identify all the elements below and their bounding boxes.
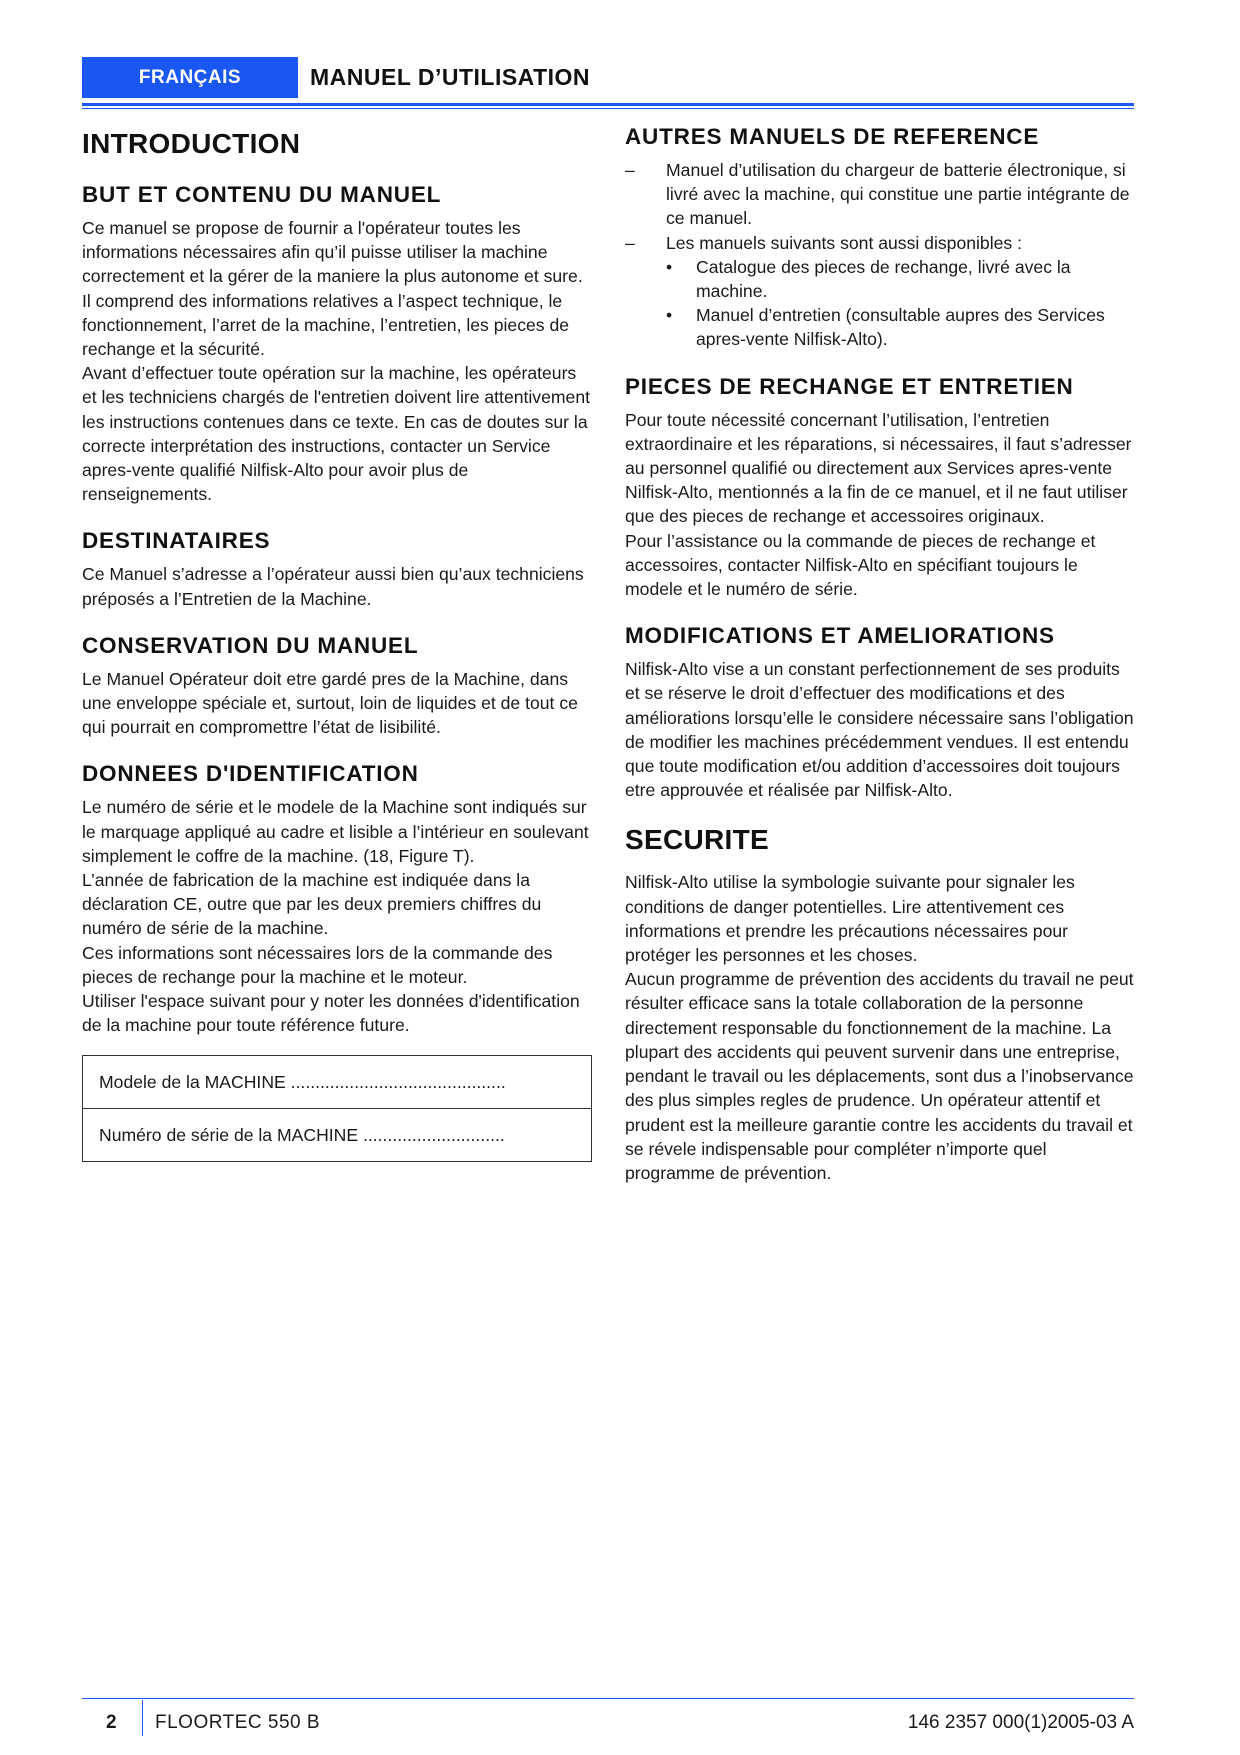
bullet-marker: • — [666, 305, 673, 326]
section-but-contenu — [82, 182, 592, 506]
section-heading: DONNEES D'IDENTIFICATION — [82, 761, 419, 787]
footer-rule — [82, 1698, 1134, 1699]
page-header — [82, 57, 1134, 109]
section-modifications — [625, 623, 1135, 802]
dash-marker: – — [625, 232, 635, 253]
sub-list-item — [666, 255, 1135, 303]
sub-list-item-text: Manuel d’entretien (consultable aupres des Services apres-vente Nilfisk-Alto). — [696, 305, 1105, 350]
paragraph: Ces informations sont nécessaires lors de la commande des pieces de rechange pour la machine et le moteur. — [82, 942, 553, 987]
document-reference: 146 2357 000(1)2005-03 A — [907, 1712, 1134, 1733]
introduction-title: INTRODUCTION — [82, 128, 301, 159]
bullet-marker: • — [666, 256, 673, 277]
section-securite — [625, 824, 1135, 1185]
paragraph: Le numéro de série et le modele de la Machine sont indiqués sur le marquage appliqué au cadre et lisible a l’intérieur en soulevant simplement le coffre de la machine. (18, Figure T). — [82, 797, 589, 866]
section-donnees — [82, 761, 592, 1162]
page-footer — [82, 1698, 1134, 1738]
paragraph: Aucun programme de prévention des accidents du travail ne peut résulter efficace sans la totale collaboration de la personne directement responsable du fonctionnement de la machine. La plupart des accidents qui peuvent survenir dans une entreprise, pendant le travail ou les déplacements, sont dus a l’inobservance des plus simples regles de prudence. Un opérateur attentif et prudent est la meilleure garantie contre les accidents du travail et se révele indispensable pour compléter n’importe quel programme de prévention. — [625, 969, 1134, 1183]
list-item — [625, 231, 1135, 352]
sub-list — [666, 255, 1135, 352]
right-column — [625, 124, 1135, 1207]
machine-model-name: FLOORTEC 550 B — [155, 1712, 321, 1733]
paragraph: Nilfisk-Alto utilise la symbologie suivante pour signaler les conditions de danger potentielles. Lire attentivement ces informations et prendre les précautions nécessaires pour protéger les personnes et les choses. — [625, 872, 1075, 966]
section-heading: AUTRES MANUELS DE REFERENCE — [625, 124, 1040, 149]
section-pieces-rechange — [625, 374, 1135, 602]
footer-divider — [142, 1700, 143, 1736]
language-tab: FRANÇAIS — [82, 57, 298, 98]
paragraph: L’année de fabrication de la machine est indiquée dans la déclaration CE, outre que par les deux premiers chiffres du numéro de série de la machine. — [82, 870, 542, 939]
paragraph: Avant d’effectuer toute opération sur la machine, les opérateurs et les techniciens chargés de l'entretien doivent lire attentivement les instructions contenues dans ce texte. En cas de doutes sur la correcte interprétation des instructions, contacter un Service apres-vente qualifié Nilfisk-Alto pour avoir plus de renseignements. — [82, 363, 591, 505]
left-column — [82, 124, 592, 1184]
paragraph: Le Manuel Opérateur doit etre gardé pres de la Machine, dans une enveloppe spéciale et, surtout, loin de liquides et de tout ce qui pourrait en compromettre l’état de lisibilité. — [82, 668, 578, 738]
paragraph: Utiliser l'espace suivant pour y noter les données d'identification de la machine pour toute référence future. — [82, 991, 580, 1036]
section-heading: BUT ET CONTENU DU MANUEL — [82, 182, 442, 207]
section-heading: MODIFICATIONS ET AMELIORATIONS — [625, 623, 1055, 649]
manual-title: MANUEL D’UTILISATION — [310, 64, 591, 90]
sub-list-item-text: Catalogue des pieces de rechange, livré avec la machine. — [696, 256, 1071, 302]
list-item-text: Manuel d’utilisation du chargeur de batterie électronique, si livré avec la machine, qui constitue une partie intégrante de ce manuel. — [666, 160, 1130, 229]
paragraph: Ce manuel se propose de fournir a l'opérateur toutes les informations nécessaires afin qu’il puisse utiliser la machine correctement et la gérer de la maniere la plus autonome et sure. Il comprend des informations relatives a l’aspect technique, le fonctionnement, l’arret de la machine, l’entretien, les pieces de rechange et la sécurité. — [82, 218, 583, 360]
list-item — [625, 158, 1135, 231]
paragraph: Pour l’assistance ou la commande de pieces de rechange et accessoires, contacter Nilfisk-Alto en spécifiant toujours le modele et le numéro de série. — [625, 530, 1096, 600]
securite-title: SECURITE — [625, 824, 769, 856]
reference-list — [625, 158, 1135, 352]
paragraph: Nilfisk-Alto vise a un constant perfectionnement de ses produits et se réserve le droit d’effectuer des modifications et des améliorations lorsqu’elle le considere nécessaire sans l’obligation de modifier les machines précédemment vendues. Il est entendu que toute modification et/ou addition d’accessoires doit toujours etre approuvée et réalisée par Nilfisk-Alto. — [625, 659, 1134, 801]
section-conservation — [82, 633, 592, 740]
header-rule — [82, 103, 1134, 106]
page-number: 2 — [106, 1712, 117, 1733]
identification-table — [82, 1055, 592, 1162]
list-item-text: Les manuels suivants sont aussi disponibles : — [666, 232, 1022, 253]
serial-number-field[interactable]: Numéro de série de la MACHINE ............................. — [99, 1125, 505, 1146]
paragraph: Pour toute nécessité concernant l’utilisation, l’entretien extraordinaire et les réparations, si nécessaires, il faut s’adresser au personnel qualifié ou directement aux Services apres-vente Nilfisk-Alto, mentionnés a la fin de ce manuel, et il ne faut utiliser que des pieces de rechange et accessoires originaux. — [625, 409, 1132, 527]
section-heading: DESTINATAIRES — [82, 528, 271, 554]
dash-marker: – — [625, 160, 635, 180]
header-rule-thin — [82, 108, 1134, 109]
paragraph: Ce Manuel s’adresse a l’opérateur aussi bien qu’aux techniciens préposés a l’Entretien de la Machine. — [82, 564, 584, 609]
section-autres-manuels — [625, 124, 1135, 352]
machine-model-field[interactable]: Modele de la MACHINE ............................................ — [83, 1056, 591, 1109]
sub-list-item — [666, 303, 1135, 351]
section-heading: CONSERVATION DU MANUEL — [82, 632, 419, 658]
section-heading: PIECES DE RECHANGE ET ENTRETIEN — [625, 373, 1074, 399]
section-destinataires — [82, 528, 592, 610]
